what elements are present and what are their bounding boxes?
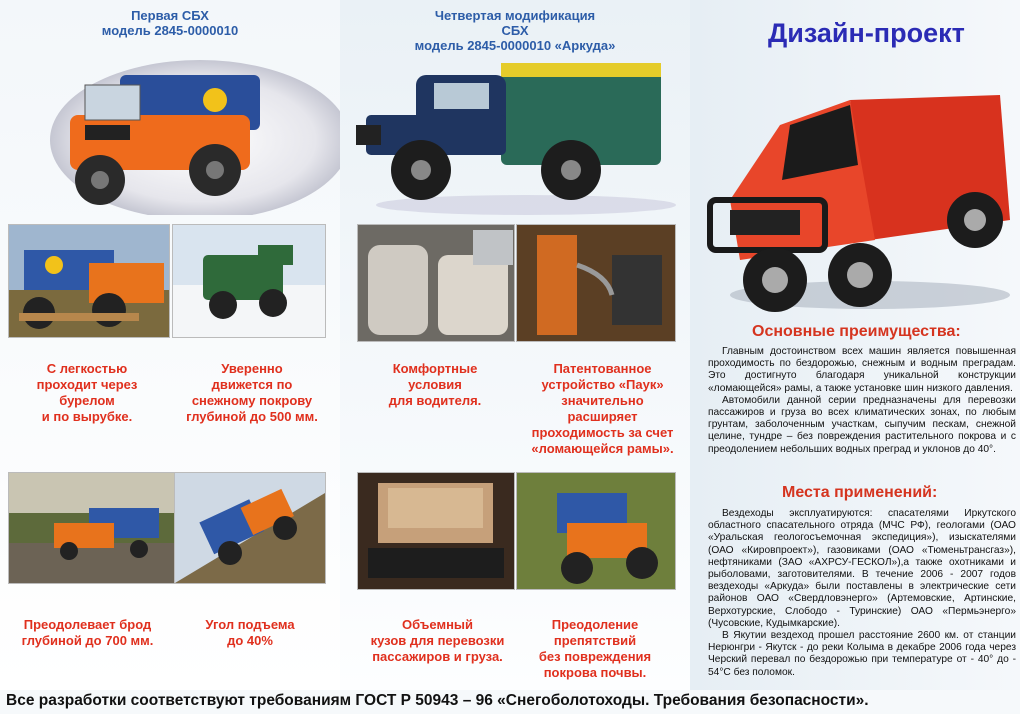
first-title: Первая СБХ bbox=[131, 8, 209, 23]
fourth-model: модель 2845-0000010 «Аркуда» bbox=[414, 38, 616, 53]
caption-body: Объемный кузов для перевозки пассажиров и груза. bbox=[370, 617, 505, 664]
first-model: модель 2845-0000010 bbox=[101, 23, 239, 38]
first-sbh-photo bbox=[40, 45, 340, 215]
caption-climb: Угол подъема до 40% bbox=[205, 617, 295, 648]
advantages-title: Основные преимущества: bbox=[752, 323, 961, 340]
footer-gost: Все разработки соответствуют требованиям ГОСТ Р 50943 – 96 «Снегоболотоходы. Требования безопасности». bbox=[6, 692, 869, 709]
photo-climb bbox=[174, 472, 326, 584]
advantages-paragraph-1: Главным достоинством всех машин является повышенная проходимость по бездорожью, снежным и водным преградам. Это достигнуто благодаря уникальной конструкции «ломающейся» рамы, а также установке шин низкого давления. bbox=[708, 346, 1016, 394]
caption-ford: Преодолевает брод глубиной до 700 мм. bbox=[21, 617, 154, 648]
usage-title: Места применений: bbox=[782, 484, 938, 501]
caption-snow: Уверенно движется по снежному покрову глубиной до 500 мм. bbox=[186, 361, 318, 424]
fourth-title: Четвертая модификация bbox=[434, 8, 596, 23]
fourth-sub: СБХ bbox=[501, 23, 529, 38]
usage-paragraph-2: В Якутии вездеход прошел расстояние 2600 км. от станции Нерюнгри - Якутск - до реки Колыма в декабре 2006 года через Черский перевал по бездорожью при температуре от - 40° до - 54°С без поломок. bbox=[708, 630, 1016, 678]
design-project-title: Дизайн-проект bbox=[768, 18, 965, 48]
arkuda-photo bbox=[356, 55, 676, 215]
photo-cabin bbox=[357, 224, 515, 342]
photo-spider-device bbox=[516, 224, 676, 342]
advantages-text bbox=[708, 346, 1016, 456]
caption-obstacle: Преодоление препятствий без повреждения покрова почвы. bbox=[538, 617, 652, 680]
design-vehicle-photo bbox=[700, 70, 1015, 315]
fourth-mod-header bbox=[385, 8, 645, 53]
first-sbh-header bbox=[70, 8, 270, 38]
photo-ford bbox=[8, 472, 175, 584]
usage-text bbox=[708, 508, 1016, 679]
photo-obstacle bbox=[516, 472, 676, 590]
advantages-paragraph-2: Автомобили данной серии предназначены для перевозки пассажиров и груза во всех климатических зонах, по любым грунтам, заболоченным участкам, сыпучим пескам, снежной целине, тундре – без повреждения растительного покрова и с преодолением небольших водных преград и уклонов до 40°. bbox=[708, 394, 1016, 455]
usage-paragraph-1: Вездеходы эксплуатируются: спасателями Иркутского областного спасательного отряда (МЧС РФ), геологами (ОАО «Уральская геологосъемочная экспедиция»), изыскателями (ОАО «Кировпроект»), газовиками (ОАО «Тюменьтрансгаз»), нефтяниками (ЗАО «АХРСУ-ГЕСКОЛ»),а также охотниками и рыболовами, заготовителями. В течение 2006 - 2007 годов вездеходы «Аркуда» были поставлены в электрические сети районов ОАО «Свердловэнерго» (Артемовские, Артинские, Верхотурские, Слободо - Туринские) ОАО «Пермьэнерго» (Чусовские, Кудымкарские). bbox=[708, 508, 1016, 629]
photo-snow bbox=[172, 224, 326, 338]
caption-comfort: Комфортные условия для водителя. bbox=[388, 361, 482, 408]
photo-windfall bbox=[8, 224, 170, 338]
photo-interior bbox=[357, 472, 515, 590]
caption-windfall: С легкостью проходит через бурелом и по вырубке. bbox=[36, 361, 138, 424]
caption-spider: Патентованное устройство «Паук» значительно расширяет проходимость за счет «ломающейся рамы». bbox=[531, 361, 674, 456]
